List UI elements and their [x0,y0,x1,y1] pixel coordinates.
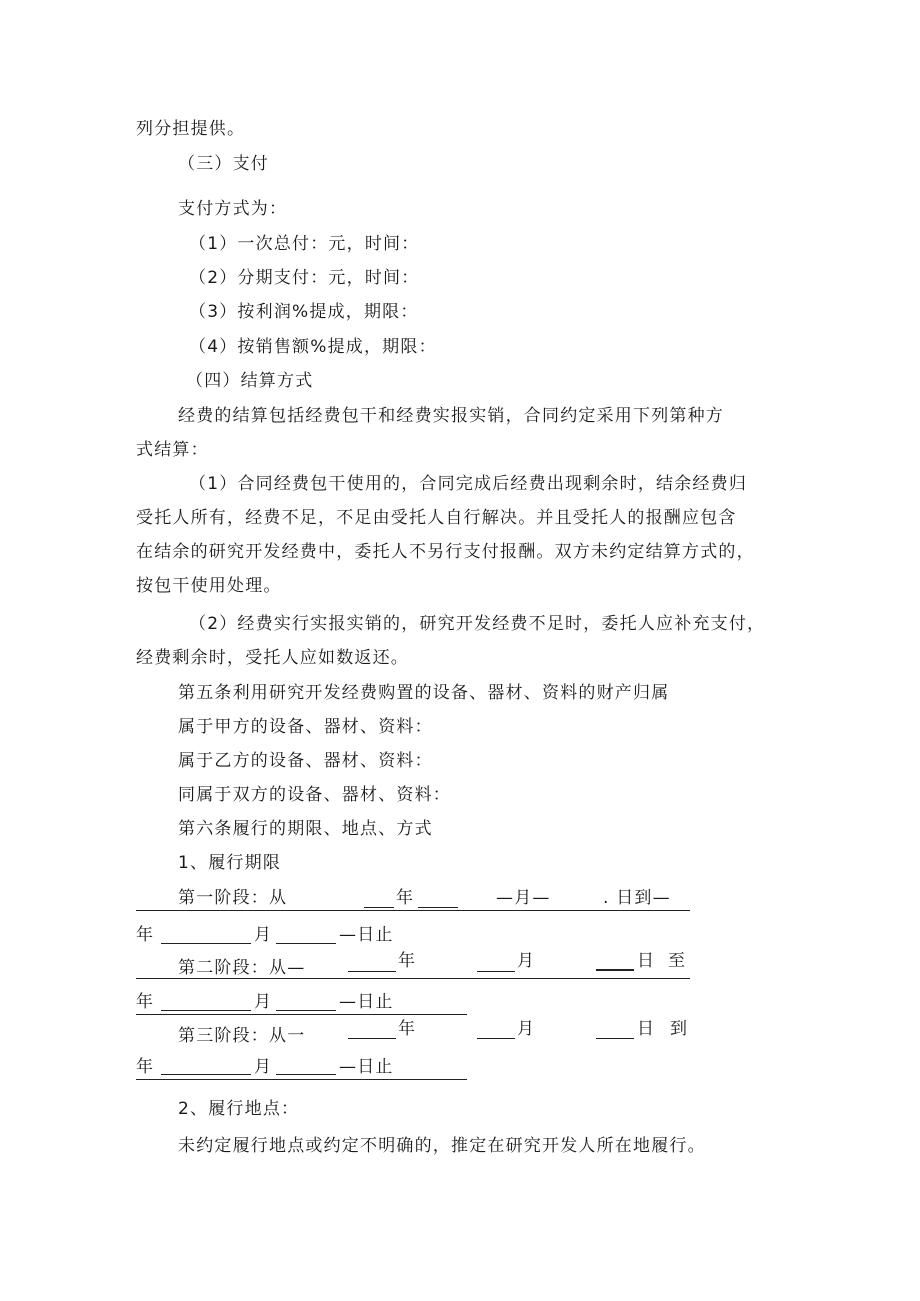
list-item: （2）分期支付：元，时间： [189,268,420,288]
blank-year [348,971,396,972]
end-month-label: 月 [254,925,273,945]
section-heading: （四）结算方式 [186,371,314,391]
blank-end-month [276,1074,336,1075]
end-year-label: 年 [136,992,155,1012]
blank-end-year [161,943,251,944]
day-label: 日 [637,1019,656,1039]
blank-end-month [276,1010,336,1011]
text-line: 式结算： [136,440,209,460]
stage-underline [136,978,690,979]
blank-year [348,1038,396,1039]
day-label: . 日到— [603,888,671,908]
end-underline [136,1014,467,1015]
blank-end-month [276,943,336,944]
month-label: —月— [496,888,551,908]
end-underline [136,1079,467,1080]
end-day-label: —日止 [339,925,394,945]
blank-year [364,907,394,908]
blank-day [596,969,634,971]
stage-label: 第三阶段：从一 [178,1026,306,1046]
to-label: 到 [670,1019,689,1039]
stage-label: 第二阶段：从— [178,958,306,978]
stage-label: 第一阶段：从 [178,888,288,908]
blank-end-year [161,1074,251,1075]
year-label: 年 [396,888,415,908]
text-line: 列分担提供。 [136,119,246,139]
stage-underline [136,910,690,911]
text-line: 受托人所有，经费不足，不足由受托人自行解决。并且受托人的报酬应包含 [136,508,737,528]
text-line: 在结余的研究开发经费中，委托人不另行支付报酬。双方未约定结算方式的， [136,542,755,562]
text-line: 支付方式为： [178,199,288,219]
blank-month [477,971,515,972]
to-label: 至 [668,951,687,971]
list-item: （4）按销售额%提成，期限： [189,337,437,357]
list-item: （1）一次总付：元，时间： [189,234,420,254]
list-item: （3）按利润%提成，期限： [189,302,419,322]
end-year-label: 年 [136,1057,155,1077]
text-line: 经费剩余时，受托人应如数返还。 [136,648,409,668]
blank-month [477,1038,515,1039]
text-line: 经费的结算包括经费包干和经费实报实销，合同约定采用下列第种方 [178,406,724,426]
place-text: 未约定履行地点或约定不明确的，推定在研究开发人所在地履行。 [178,1136,706,1156]
text-line: 属于乙方的设备、器材、资料： [178,751,433,771]
text-line: （1）合同经费包干使用的，合同完成后经费出现剩余时，结余经费归 [189,474,748,494]
place-heading: 2、履行地点： [178,1099,300,1119]
month-label: 月 [517,1019,536,1039]
blank-month [418,907,458,908]
blank-end-year [161,1010,251,1011]
text-line: 1、履行期限 [178,853,282,873]
text-line: 同属于双方的设备、器材、资料： [178,785,451,805]
day-label: 日 [637,951,656,971]
end-month-label: 月 [254,1057,273,1077]
end-month-label: 月 [254,992,273,1012]
blank-day [596,1038,634,1039]
article-heading: 第六条履行的期限、地点、方式 [178,819,433,839]
year-label: 年 [398,951,417,971]
end-day-label: —日止 [339,992,394,1012]
text-line: 属于甲方的设备、器材、资料： [178,717,433,737]
text-line: 按包干使用处理。 [136,576,282,596]
text-line: （2）经费实行实报实销的，研究开发经费不足时，委托人应补充支付， [189,614,766,634]
end-day-label: —日止 [339,1057,394,1077]
month-label: 月 [517,951,536,971]
end-year-label: 年 [136,925,155,945]
year-label: 年 [398,1019,417,1039]
section-heading: （三）支付 [178,154,269,174]
article-heading: 第五条利用研究开发经费购置的设备、器材、资料的财产归属 [178,683,670,703]
